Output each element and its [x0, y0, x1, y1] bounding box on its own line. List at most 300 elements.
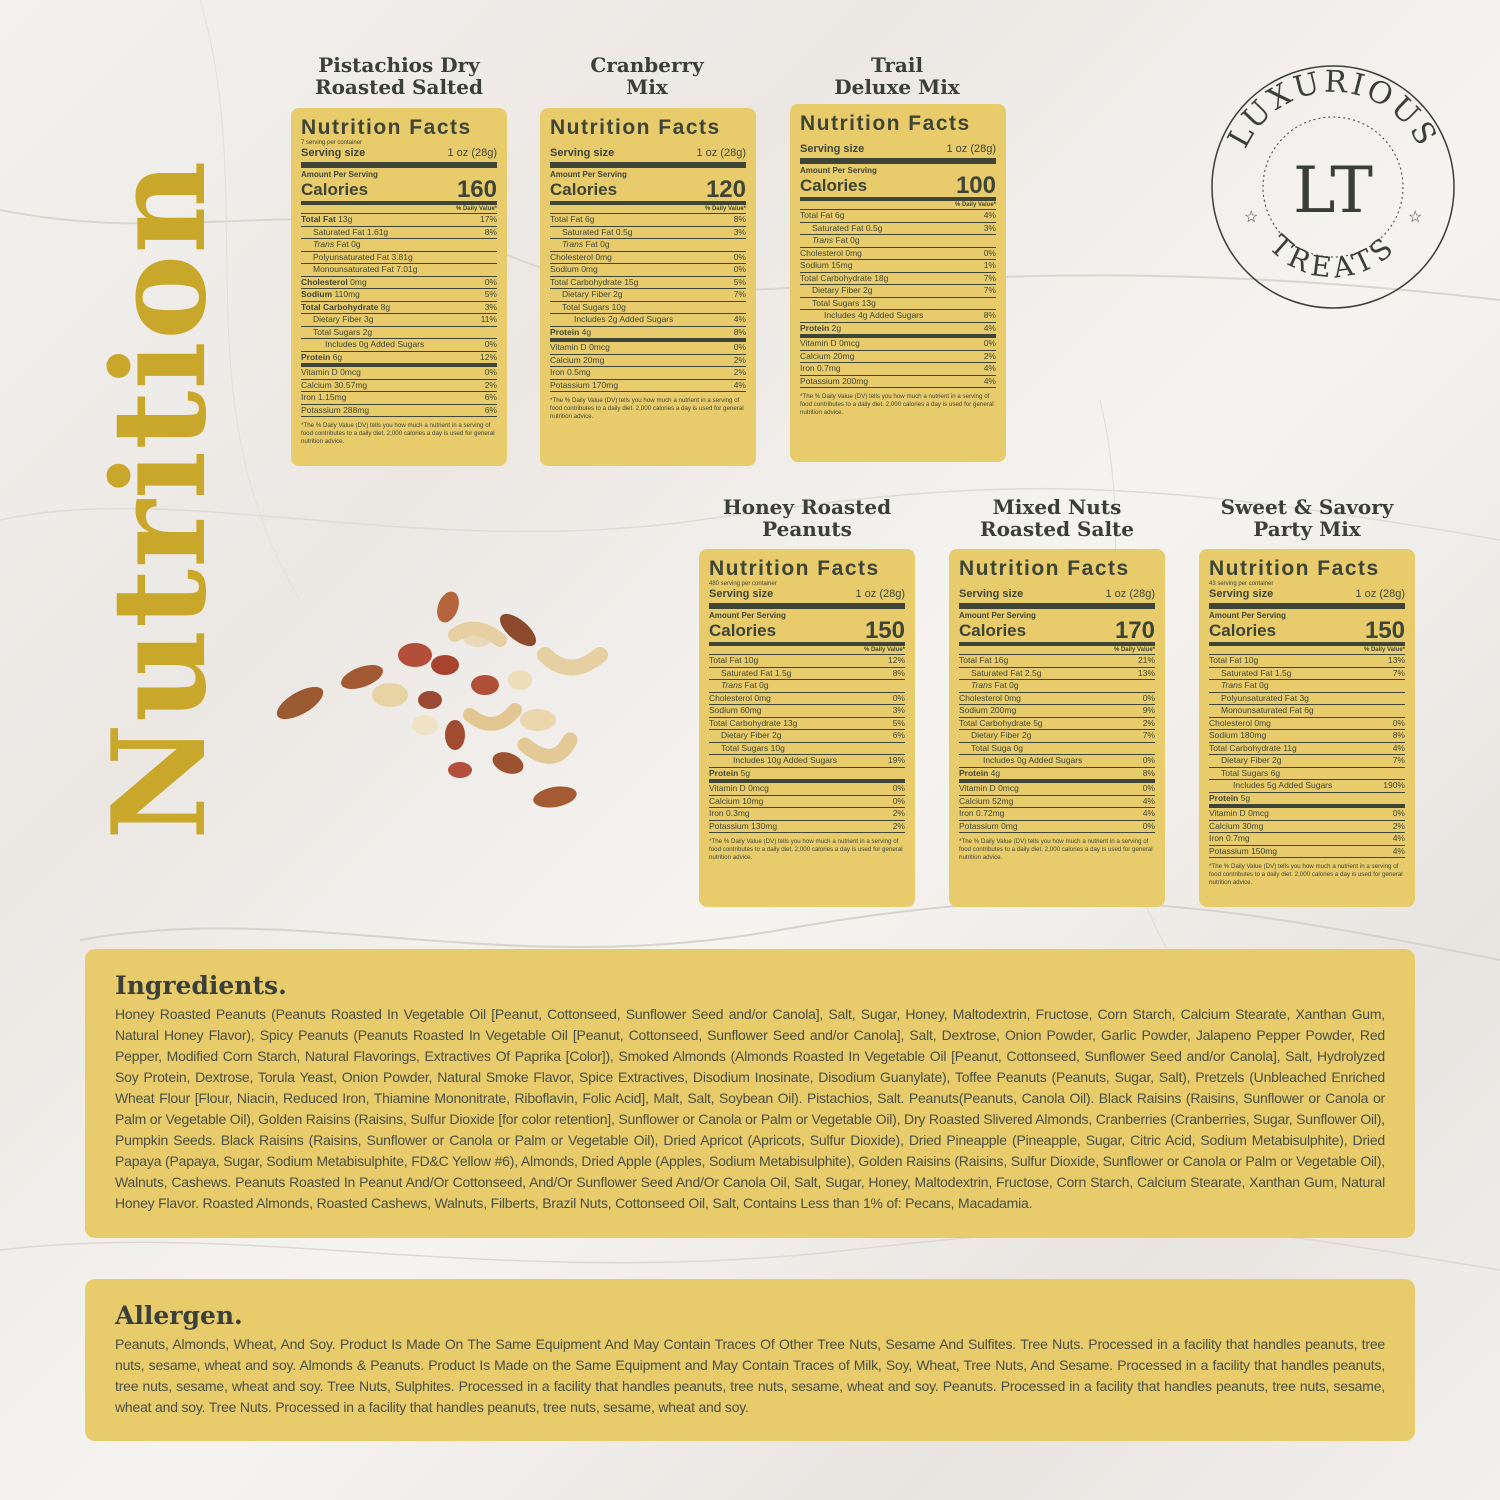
nutrient-row: [959, 755, 1155, 768]
nutrient-name: Dietary Fiber: [721, 730, 770, 740]
nutrient-row: [709, 680, 905, 693]
nutrient-amount: 1.5g: [774, 667, 792, 678]
nutrient-name: Vitamin D: [1209, 808, 1246, 818]
nutrient-name-group: [971, 668, 1041, 680]
nutrient-name: Iron: [959, 808, 974, 818]
nutrient-name-group: [959, 796, 1013, 808]
nutrient-row: [550, 239, 746, 252]
product-title: Sweet & Savory Party Mix: [1220, 495, 1394, 541]
nutrient-row: [1209, 821, 1405, 834]
nutrient-amount: 13g: [783, 717, 798, 728]
daily-value-footnote: *The % Daily Value (DV) tells you how much a nutrient in a serving of food contributes to a daily diet. 2,000 calories a day is used for general nutrition advice.: [709, 838, 903, 861]
nutrient-name-group: [301, 405, 369, 417]
daily-value-header: % Daily Value*: [301, 205, 497, 214]
nutrient-name-group: [800, 210, 844, 222]
nutrient-row: [959, 693, 1155, 706]
nutrient-name: Saturated Fat: [812, 222, 864, 233]
nutrient-name: Vitamin D: [550, 342, 587, 352]
daily-value-header: % Daily Value*: [800, 201, 996, 210]
nutrient-name: Polyunsaturated Fat: [313, 251, 390, 262]
nutrient-name: Saturated Fat: [721, 667, 773, 678]
nutrient-name-group: [562, 239, 610, 251]
nutrient-name-group: [550, 264, 598, 276]
nutrient-row: [709, 768, 905, 784]
nutrient-amount: 4g Added Sugars: [858, 310, 924, 320]
nutrient-name-group: [812, 285, 873, 297]
nutrient-name-group: [301, 392, 346, 404]
nutrient-row: [709, 796, 905, 809]
nutrient-daily-value: 2%: [983, 350, 996, 361]
nutrient-row: [1209, 808, 1405, 821]
nutrient-daily-value: 0%: [983, 338, 996, 348]
nutrient-name-group: [1221, 705, 1314, 717]
nutrient-name: Dietary Fiber: [562, 289, 611, 299]
serving-size-label: Serving size: [1209, 588, 1274, 600]
nutrient-row: [709, 730, 905, 743]
nutrient-amount: 2.5g: [1024, 667, 1042, 678]
serving-size-value: 1 oz (28g): [946, 143, 996, 155]
nutrient-name: Saturated Fat: [1221, 667, 1273, 678]
nutrient-name: Cholesterol: [301, 276, 348, 287]
nutrient-daily-value: 0%: [484, 339, 497, 349]
nutrition-facts-heading: Nutrition Facts: [800, 112, 971, 135]
calories-row: [709, 617, 905, 646]
nutrient-name: Total Carbohydrate: [1209, 742, 1281, 753]
serving-size-value: 1 oz (28g): [1105, 588, 1155, 600]
nutrient-row: [550, 289, 746, 302]
nutrient-amount: 0.72mg: [976, 808, 1005, 818]
nutrient-row: [301, 339, 497, 352]
nutrient-name: Protein: [550, 326, 580, 337]
nutrition-facts-heading: Nutrition Facts: [709, 557, 880, 580]
nutrient-name: Total Carbohydrate: [550, 276, 622, 287]
nutrient-row: [959, 705, 1155, 718]
nutrient-name: Iron: [550, 367, 565, 377]
nutrient-row: [301, 392, 497, 405]
nutrient-name: Sodium: [709, 705, 738, 715]
nutrient-name: Includes: [824, 310, 856, 320]
amount-per-serving: Amount Per Serving: [709, 611, 786, 620]
nutrient-amount: 60mg: [740, 705, 762, 715]
nutrient-name-group: [574, 314, 673, 326]
nutrient-row: [959, 655, 1155, 668]
nutrient-row: [301, 277, 497, 290]
nutrition-facts-heading: Nutrition Facts: [550, 116, 721, 139]
nutrient-name: Monounsaturated Fat: [313, 264, 394, 274]
servings-per-container: [550, 140, 746, 147]
nutrient-row: [1209, 768, 1405, 781]
nutrient-amount: 0mg: [754, 692, 771, 703]
serving-size-value: 1 oz (28g): [696, 147, 746, 159]
allergen-title: Allergen.: [115, 1301, 243, 1330]
daily-value-header: % Daily Value*: [709, 646, 905, 655]
servings-per-container: 43 serving per container: [1209, 581, 1274, 587]
serving-size-row: [550, 147, 746, 168]
nutrient-daily-value: 190%: [1383, 780, 1405, 790]
nutrient-amount: 0mg: [350, 276, 367, 287]
nutrient-amount: Fat 0g: [835, 235, 860, 245]
nutrient-row: [959, 783, 1155, 796]
nutrient-name: Iron: [301, 392, 316, 402]
nutrient-name: Vitamin D: [959, 783, 996, 793]
nutrient-name-group: [800, 363, 841, 375]
nutrient-row: [301, 289, 497, 302]
nutrient-row: [301, 327, 497, 340]
nutrient-row: [550, 355, 746, 368]
nutrient-row: [800, 210, 996, 223]
svg-text:TREATS: [1263, 228, 1403, 285]
mixed-nuts-image: [270, 585, 610, 820]
nutrient-daily-value: 0%: [1142, 692, 1155, 703]
nutrient-name: Total Fat: [1209, 655, 1242, 665]
nutrient-amount: 2g: [362, 326, 373, 337]
nutrition-facts-label: [790, 104, 1006, 462]
nutrient-amount: 2g Added Sugars: [608, 314, 674, 324]
nutrient-daily-value: 8%: [983, 310, 996, 320]
nutrient-amount: 18g: [874, 272, 889, 283]
nutrient-row: [709, 705, 905, 718]
nutrient-amount: 1.61g: [366, 226, 389, 237]
nutrient-name-group: [709, 821, 777, 833]
serving-size-row: [709, 588, 905, 609]
nutrient-daily-value: 21%: [1137, 655, 1155, 665]
nutrient-amount: 0mg: [595, 251, 612, 262]
nutrient-row: [1209, 730, 1405, 743]
nutrient-row: [301, 405, 497, 418]
nutrient-name: Trans: [313, 239, 335, 249]
nutrition-facts-label: [699, 549, 915, 907]
nutrient-name-group: [313, 314, 374, 326]
nutrient-daily-value: 5%: [892, 717, 905, 728]
nutrient-amount: 30mg: [1242, 820, 1264, 831]
nutrient-name: Sodium: [800, 260, 829, 270]
nutrient-row: [959, 730, 1155, 743]
nutrition-facts-label: [949, 549, 1165, 907]
nutrient-name-group: [550, 367, 591, 379]
nutrient-row: [800, 310, 996, 323]
nutrient-row: [709, 821, 905, 834]
nutrient-name-group: [325, 339, 424, 351]
product-title: Mixed Nuts Roasted Salte: [979, 495, 1135, 541]
nutrient-daily-value: 2%: [733, 367, 746, 377]
nutrient-amount: 10g: [743, 655, 759, 665]
nutrient-name: Total Fat: [550, 214, 583, 224]
nutrient-name: Saturated Fat: [562, 226, 614, 237]
allergen-panel: [85, 1279, 1415, 1441]
amount-per-serving: Amount Per Serving: [1209, 611, 1286, 620]
calories-value: 170: [1114, 617, 1155, 644]
nutrient-amount: 200mg: [990, 705, 1017, 715]
nutrient-row: [1209, 693, 1405, 706]
nutrient-name: Trans: [1221, 680, 1243, 690]
serving-size-label: Serving size: [959, 588, 1024, 600]
nutrient-name-group: [721, 680, 769, 692]
nutrient-name-group: [550, 277, 638, 289]
nutrient-amount: 10g Added Sugars: [767, 755, 837, 765]
nutrition-facts-label: [291, 108, 507, 466]
nutrient-name-group: [1209, 718, 1271, 730]
nutrient-amount: 288mg: [343, 404, 370, 415]
nutrient-amount: 130mg: [751, 820, 778, 831]
nutrient-daily-value: 4%: [983, 375, 996, 386]
nutrient-row: [800, 376, 996, 389]
nutrient-name: Potassium: [1209, 845, 1249, 856]
nutrient-daily-value: 4%: [1142, 808, 1155, 818]
nutrient-name-group: [550, 252, 612, 264]
nutrition-facts-heading: Nutrition Facts: [301, 116, 472, 139]
nutrient-name-group: [1209, 821, 1263, 833]
nutrient-name-group: [709, 808, 750, 820]
nutrient-name: Potassium: [959, 820, 999, 831]
ingredients-title: Ingredients.: [115, 971, 287, 1000]
nutrient-name: Cholesterol: [709, 692, 752, 703]
nutrient-daily-value: 6%: [484, 392, 497, 402]
serving-size-label: Serving size: [301, 147, 366, 159]
nutrient-amount: 0.7mg: [1226, 833, 1250, 843]
nutrient-name-group: [983, 755, 1082, 767]
nutrient-name-group: [550, 355, 604, 367]
nutrient-name-group: [1221, 680, 1269, 692]
nutrient-amount: 8g: [380, 301, 391, 312]
nutrient-amount: 200mg: [842, 375, 869, 386]
nutrient-daily-value: 19%: [887, 755, 905, 765]
nutrient-amount: 0.7mg: [817, 363, 841, 373]
nutrient-amount: 15mg: [831, 260, 853, 270]
nutrient-row: [959, 680, 1155, 693]
nutrient-name-group: [709, 705, 761, 717]
calories-value: 120: [705, 176, 746, 203]
nutrient-amount: 110mg: [334, 289, 360, 299]
nutrient-name-group: [709, 718, 797, 730]
nutrient-name: Monounsaturated Fat: [1221, 705, 1302, 715]
nutrient-row: [1209, 793, 1405, 809]
nutrient-amount: 0mcg: [748, 783, 769, 793]
nutrient-daily-value: 8%: [484, 226, 497, 237]
page-heading: Nutrition: [85, 159, 235, 840]
nutrient-name-group: [800, 273, 888, 285]
nutrient-name-group: [301, 277, 367, 289]
nutrient-daily-value: 5%: [484, 289, 497, 299]
nutrient-name: Total Sugars: [1221, 767, 1269, 778]
nutrient-amount: 2g: [1272, 755, 1282, 765]
serving-size-label: Serving size: [709, 588, 774, 600]
serving-size-value: 1 oz (28g): [1355, 588, 1405, 600]
nutrient-amount: 0mg: [1001, 820, 1018, 831]
nutrient-name-group: [971, 680, 1019, 692]
nutrient-row: [800, 298, 996, 311]
nutrient-amount: 2g: [613, 289, 623, 299]
nutrient-name-group: [313, 252, 413, 264]
nutrient-name: Saturated Fat: [971, 667, 1023, 678]
nutrient-daily-value: 0%: [1392, 808, 1405, 818]
product-title: Trail Deluxe Mix: [834, 53, 960, 99]
nutrient-name: Cholesterol: [959, 692, 1002, 703]
nutrient-row: [800, 223, 996, 236]
nutrient-name-group: [1221, 693, 1309, 705]
nutrient-daily-value: 0%: [484, 367, 497, 377]
calories-row: [1209, 617, 1405, 646]
nutrient-row: [959, 718, 1155, 731]
nutrient-name-group: [550, 380, 618, 392]
nutrient-row: [550, 314, 746, 327]
nutrient-name-group: [1209, 808, 1269, 820]
calories-label: Calories: [550, 180, 618, 199]
nutrient-name-group: [800, 323, 841, 335]
nutrient-name-group: [959, 705, 1016, 717]
nutrient-daily-value: 7%: [733, 289, 746, 299]
nutrient-row: [800, 351, 996, 364]
nutrient-row: [959, 796, 1155, 809]
nutrient-daily-value: 8%: [733, 326, 746, 337]
nutrient-name: Protein: [709, 767, 739, 778]
nutrient-daily-value: 13%: [1137, 667, 1155, 678]
calories-label: Calories: [959, 621, 1027, 640]
nutrient-amount: 7.01g: [396, 264, 418, 274]
nutrient-row: [959, 808, 1155, 821]
amount-per-serving: Amount Per Serving: [550, 170, 627, 179]
nutrient-row: [301, 227, 497, 240]
daily-value-footnote: *The % Daily Value (DV) tells you how much a nutrient in a serving of food contributes to a daily diet. 2,000 calories a day is used for general nutrition advice.: [301, 422, 495, 445]
nutrient-name: Total Carbohydrate: [709, 717, 781, 728]
nutrient-name: Sodium: [550, 264, 579, 274]
nutrition-facts-heading: Nutrition Facts: [959, 557, 1130, 580]
nutrient-row: [800, 323, 996, 339]
nutrient-name-group: [1209, 833, 1250, 845]
nutrient-amount: 6g: [332, 351, 343, 362]
nutrient-row: [800, 285, 996, 298]
nutrient-name: Potassium: [301, 404, 341, 415]
nutrient-name-group: [800, 338, 860, 350]
nutrient-daily-value: 7%: [1392, 755, 1405, 765]
nutrient-amount: 0mcg: [839, 338, 860, 348]
nutrient-name: Total Sugars: [313, 326, 361, 337]
nutrient-row: [1209, 655, 1405, 668]
nutrient-name-group: [824, 310, 923, 322]
nutrient-row: [301, 314, 497, 327]
nutrient-daily-value: 8%: [1392, 730, 1405, 740]
nutrient-name-group: [301, 302, 390, 314]
nutrient-name-group: [1221, 768, 1280, 780]
nutrient-amount: 180mg: [1240, 730, 1267, 740]
nutrient-name-group: [812, 298, 876, 310]
nutrient-amount: 16g: [993, 655, 1009, 665]
nutrient-row: [1209, 680, 1405, 693]
nutrient-amount: 5g Added Sugars: [1267, 780, 1333, 790]
nutrient-amount: 11g: [1283, 742, 1297, 753]
logo-monogram: LT: [1293, 154, 1373, 228]
nutrient-amount: 6g: [584, 214, 595, 224]
nutrient-daily-value: 0%: [892, 783, 905, 793]
nutrient-name: Vitamin D: [301, 367, 338, 377]
daily-value-footnote: *The % Daily Value (DV) tells you how much a nutrient in a serving of food contributes to a daily diet. 2,000 calories a day is used for general nutrition advice.: [800, 393, 994, 416]
nutrient-row: [550, 277, 746, 290]
nutrient-row: [959, 768, 1155, 784]
nutrient-daily-value: 2%: [892, 820, 905, 831]
nutrient-amount: 0mcg: [1248, 808, 1269, 818]
nutrient-name: Trans: [721, 680, 743, 690]
nutrient-daily-value: 4%: [733, 314, 746, 324]
calories-label: Calories: [1209, 621, 1277, 640]
nutrient-daily-value: 4%: [983, 210, 996, 220]
nutrient-amount: 0mcg: [340, 367, 361, 377]
nutrient-daily-value: 4%: [1142, 795, 1155, 806]
nutrient-name: Calcium: [709, 795, 740, 806]
nutrient-row: [301, 239, 497, 252]
nutrient-name: Sodium: [959, 705, 988, 715]
ingredients-text: Honey Roasted Peanuts (Peanuts Roasted In Vegetable Oil [Peanut, Cottonseed, Sunflower Seed and/or Canola], Salt, Sugar, Honey, Maltodextrin, Fructose, Corn Starch, Calcium Stearate, Xanthan Gum, Natural Honey Flavor), Spicy Peanuts (Peanuts Roasted In Vegetable Oil [Peanut, Cottonseed, Sunflower Seed and/or Canola], Salt, Dextrose, Onion Powder, Garlic Powder, Jalapeno Pepper Powder, Red Pepper, Modified Corn Starch, Natural Flavorings, Extractives Of Paprika [Color]), Smoked Almonds (Almonds Roasted In Vegetable Oil [Peanut, Cottonseed, Sunflower Seed and/or Canola], Salt, Hydrolyzed Soy Protein, Dextrose, Torula Yeast, Onion Powder, Natural Smoke Flavor, Spice Extractives, Disodium Inosinate, Disodium Guanylate), Toffee Peanuts (Peanuts, Sugar, Salt), Pretzels (Unbleached Enriched Wheat Flour [Flour, Niacin, Reduced Iron, Thiamine Mononitrate, Riboflavin, Folic Acid], Malt, Salt, Soybean Oil). Pistachios, Salt. Peanuts(Peanuts, Canola Oil). Black Raisins (Raisins, Sunflower or Canola or Palm or Vegetable Oil), Golden Raisins (Raisins, Sulfur Dioxide [for color retention], Sunflower or Canola or Palm or Vegetable Oil), Dry Roasted Slivered Almonds, Cranberries (Cranberries, Sugar, Sunflower Oil), Pumpkin Seeds. Black Raisins (Raisins, Sunflower or Canola or Palm or Vegetable Oil), Dried Apricot (Apricots, Sulfur Dioxide), Dried Pineapple (Pineapple, Sugar, Citric Acid, Sodium Metabisulphite), Dried Papaya (Papaya, Sugar, Sodium Metabisulphite, FD&C Yellow #6), Almonds, Dried Apple (Apples, Sodium Metabisulphite), Golden Raisins (Raisins, Sulfur Dioxide, Sunflower or Canola or Palm or Vegetable Oil), Walnuts, Cashews. Peanuts Roasted In Peanut And/Or Cottonseed, And/Or Sunflower Seed And/Or Canola Oil, Salt, Sugar, Honey, Maltodextrin, Fructose, Corn Starch, Calcium Stearate, Xanthan Gum, Natural Honey Flavor. Roasted Almonds, Roasted Cashews, Walnuts, Filberts, Brazil Nuts, Cottonseed Oil, Salt, Contains Less than 1% of: Pecans, Macadamia.: [115, 1006, 1385, 1211]
nutrition-facts-label: [1199, 549, 1415, 907]
nutrient-amount: 0mg: [1004, 692, 1021, 703]
calories-label: Calories: [709, 621, 777, 640]
nutrient-amount: 10g: [1243, 655, 1259, 665]
nutrient-name: Calcium: [301, 379, 332, 390]
nutrient-daily-value: 0%: [733, 264, 746, 274]
calories-value: 100: [955, 172, 996, 199]
nutrient-row: [800, 235, 996, 248]
nutrient-name-group: [812, 235, 860, 247]
daily-value-footnote: *The % Daily Value (DV) tells you how much a nutrient in a serving of food contributes to a daily diet. 2,000 calories a day is used for general nutrition advice.: [1209, 863, 1403, 886]
nutrient-daily-value: 0%: [733, 342, 746, 352]
nutrient-amount: 150mg: [1251, 845, 1278, 856]
nutrient-name-group: [1209, 846, 1277, 858]
nutrient-daily-value: 6%: [484, 404, 497, 415]
nutrient-name-group: [721, 743, 785, 755]
nutrient-daily-value: 0%: [1142, 755, 1155, 765]
nutrient-name: Protein: [301, 351, 331, 362]
nutrient-row: [1209, 755, 1405, 768]
nutrient-amount: 4g: [990, 767, 1001, 778]
nutrient-amount: 0g: [1013, 742, 1024, 753]
nutrient-daily-value: 3%: [892, 705, 905, 715]
nutrient-name-group: [721, 668, 791, 680]
nutrient-name-group: [800, 376, 868, 388]
nutrient-name-group: [800, 260, 852, 272]
nutrient-amount: 0mcg: [998, 783, 1019, 793]
nutrient-amount: 6g: [1304, 705, 1314, 715]
nutrient-name-group: [562, 289, 623, 301]
nutrient-name: Calcium: [800, 350, 831, 361]
nutrient-daily-value: 13%: [1387, 655, 1405, 665]
nutrition-facts-label: [540, 108, 756, 466]
nutrient-name-group: [301, 380, 367, 392]
nutrient-row: [709, 655, 905, 668]
serving-size-value: 1 oz (28g): [447, 147, 497, 159]
nutrient-row: [709, 743, 905, 756]
nutrient-name: Cholesterol: [550, 251, 593, 262]
nutrient-amount: 3g: [1299, 692, 1309, 703]
nutrient-name-group: [733, 755, 837, 767]
nutrient-amount: 0g Added Sugars: [359, 339, 425, 349]
nutrient-name: Dietary Fiber: [812, 285, 861, 295]
nutrient-amount: 6g: [834, 210, 845, 220]
nutrient-row: [709, 755, 905, 768]
nutrient-row: [709, 693, 905, 706]
nutrient-row: [301, 352, 497, 368]
nutrient-row: [550, 302, 746, 315]
calories-row: [301, 176, 497, 205]
nutrient-name-group: [959, 768, 1000, 780]
nutrient-daily-value: 4%: [1392, 845, 1405, 856]
nutrient-daily-value: 11%: [480, 314, 497, 324]
nutrition-facts-heading: Nutrition Facts: [1209, 557, 1380, 580]
nutrient-name-group: [562, 302, 626, 314]
nutrient-daily-value: 3%: [484, 301, 497, 312]
nutrient-name-group: [1209, 655, 1258, 667]
nutrient-row: [800, 273, 996, 286]
nutrient-amount: 10mg: [742, 795, 764, 806]
nutrient-name-group: [709, 655, 758, 667]
nutrient-row: [800, 248, 996, 261]
